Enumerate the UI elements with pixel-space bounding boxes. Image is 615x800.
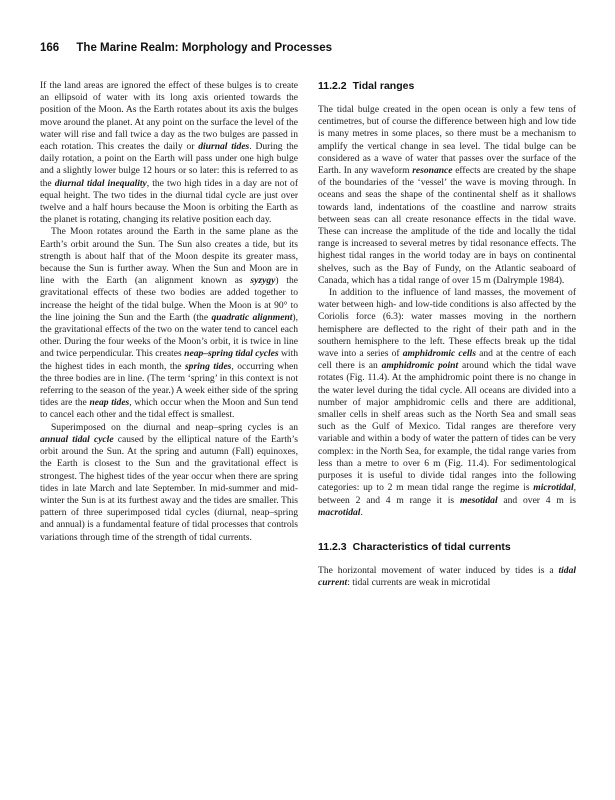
text-run: around which the tidal wave rotates (Fig. 11.4). At the amphidromic point there is no change in the water level during the tidal cycle. All oceans are divided into a number of major amphidromic cells and there are additional, smaller cells in shelf areas such as the North Sea and small seas such as the Gulf of Mexico. Tidal ranges are therefore very variable and within a body of water the pattern of tides can be very complex: in the North Sea, for example, the tidal range varies from less than a metre to over 6 m (Fig. 11.4). For sedimentological purposes it is useful to divide tidal ranges into the following categories: up to 2 m mean tidal range the regime is: [318, 360, 576, 494]
text-run: caused by the elliptical nature of the Earth’s orbit around the Sun. At the spring and autumn (Fall) equinoxes, the Earth is closest to the Sun and the gravitational effect is strongest. The highest tides of the year occur when there are spring tides in late March and late September. In mid-summer and mid-winter the Sun is at its furthest away and the tides are smaller. This pattern of three superimposed tidal cycles (diurnal, neap–spring and annual) is a fundamental feature of tidal processes that controls variations through time of the strength of tidal currents.: [40, 433, 298, 543]
key-term: diurnal tidal inequality: [54, 177, 147, 189]
body-paragraph: [318, 565, 576, 589]
key-term: neap–spring tidal cycles: [184, 348, 279, 360]
body-paragraph: [40, 226, 298, 421]
text-run: ) the gravitational effects of these two bodies are added together to increase the height of the tidal bulge. When the Moon is at 90° to the line joining the Sun and the Earth (the: [40, 275, 298, 323]
page-number: 166: [40, 42, 60, 54]
section-heading: [318, 80, 576, 93]
text-run: , which occur when the Moon and Sun tend to cancel each other and the tidal effect is smallest.: [40, 397, 299, 421]
text-run: , occurring when the three bodies are in line. (The term ‘spring’ in this context is not referring to the season of the year.) A week either side of the spring tides are the: [40, 360, 298, 409]
body-paragraph: [40, 80, 298, 226]
text-run: and at the centre of each cell there is an: [318, 348, 576, 372]
body-paragraph: [40, 422, 298, 544]
text-run: If the land areas are ignored the effect of these bulges is to create an ellipsoid of water with its long axis oriented towards the position of the Moon. As the Earth rotates about its axis the bulges move around the planet. At any point on the surface the level of the water will rise and fall twice a day as the two bulges are passed in each rotation. This creates the daily or: [40, 80, 298, 153]
section-title: Characteristics of tidal currents: [352, 540, 511, 553]
section-number: 11.2.2: [318, 80, 347, 92]
key-term: neap tides: [89, 397, 130, 409]
key-term: annual tidal cycle: [40, 433, 114, 445]
body-paragraph: [318, 287, 576, 519]
left-column: [40, 80, 298, 544]
running-header: [40, 42, 332, 54]
section-number: 11.2.3: [318, 540, 347, 553]
body-paragraph: [318, 104, 576, 287]
key-term: resonance: [412, 165, 453, 177]
right-column: [318, 80, 576, 589]
text-run: effects are created by the shape of the boundaries of the ‘vessel’ the wave is moving through. In oceans and seas the shape of the continental shelf as it shallows towards land, indentations of the coastline and narrow straits between seas can all create resonance effects in the tidal wave. These can increase the amplitude of the tide and locally the tidal range is increased to several metres by tidal resonance effects. The highest tidal ranges in the world today are in bays on continental shelves, such as the Bay of Fundy, on the Atlantic seaboard of Canada, which has a tidal range of over 15 m (Dalrymple 1984).: [318, 165, 576, 286]
text-run: . During the daily rotation, a point on the Earth will pass under one high bulge and a slightly lower bulge 12 hours or so later: this is referred to as the: [40, 141, 298, 189]
text-run: ), the gravitational effects of the two on the water tend to cancel each other. During the four weeks of the Moon’s orbit, it is twice in line and twice perpendicular. This creates: [40, 311, 298, 360]
key-term: syzygy: [250, 275, 276, 287]
text-run: The Moon rotates around the Earth in the same plane as the Earth’s orbit around the Sun. The Sun also creates a tide, but its strength is about half that of the Moon despite its greater mass, because the Sun is further away. When the Sun and Moon are in line with the Earth (an alignment known as: [40, 226, 298, 287]
text-run: and over 4 m is: [497, 494, 576, 506]
key-term: quadratic alignment: [211, 311, 293, 323]
text-run: The horizontal movement of water induced by tides is a: [318, 564, 559, 576]
text-run: In addition to the influence of land masses, the movement of water between high- and low-tide conditions is also affected by the Coriolis force (6.3): water masses moving in the northern hemisphere are deflected to the right of their path and in the southern hemisphere to the left. These effects break up the tidal wave into a series of: [318, 287, 576, 360]
key-term: amphidromic point: [381, 360, 459, 372]
key-term: microtidal: [533, 482, 574, 494]
text-run: : tidal currents are weak in microtidal: [347, 577, 491, 589]
text-run: with the highest tides in each month, the: [40, 348, 298, 372]
text-run: .: [360, 506, 363, 518]
text-run: , between 2 and 4 m range it is: [318, 482, 576, 506]
key-term: diurnal tides: [198, 141, 250, 153]
text-run: The tidal bulge created in the open ocean is only a few tens of centimetres, but of course the difference between high and low tide is many metres in some places, so there must be a mechanism to amplify the vertical change in sea level. The tidal bulge can be considered as a wave of water that passes over the surface of the Earth. In any waveform: [318, 104, 576, 177]
section-title: Tidal ranges: [352, 80, 415, 92]
key-term: tidal current: [318, 564, 576, 589]
key-term: mesotidal: [459, 494, 498, 506]
text-run: , the two high tides in a day are not of equal height. The two tides in the diurnal tidal cycle are just over twelve and a half hours because the Moon is orbiting the Earth as the planet is rotating, changing its relative position each day.: [40, 177, 298, 226]
key-term: amphidromic cells: [402, 348, 476, 360]
section-heading: [318, 541, 576, 554]
text-run: Superimposed on the diurnal and neap–spring cycles is an: [51, 421, 298, 433]
key-term: macrotidal: [318, 506, 361, 518]
running-title: The Marine Realm: Morphology and Processes: [76, 42, 333, 54]
key-term: spring tides: [184, 360, 232, 372]
